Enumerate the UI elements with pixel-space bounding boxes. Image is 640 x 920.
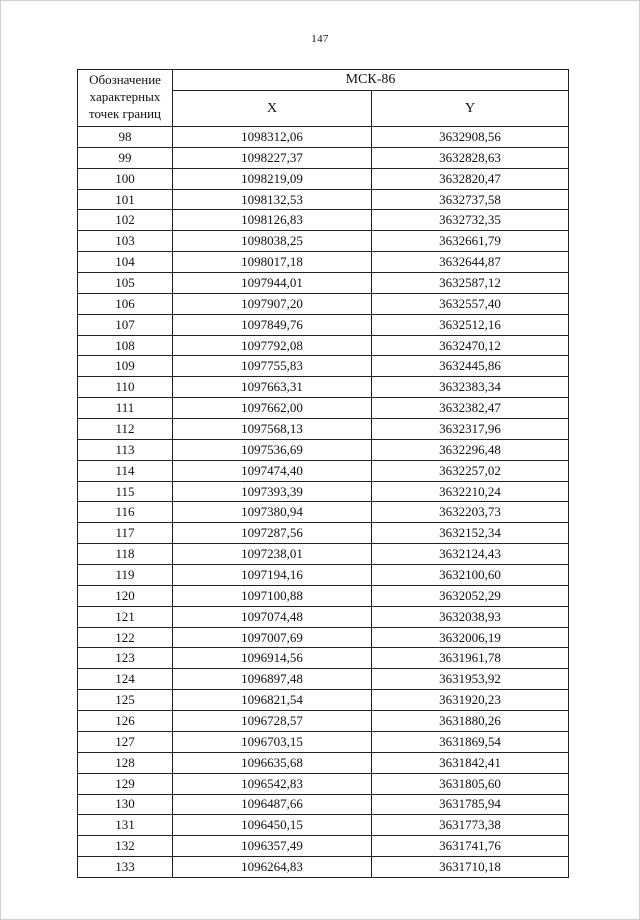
y-coordinate-cell: 3632203,73 bbox=[372, 502, 569, 523]
table-row bbox=[78, 606, 569, 627]
table-row bbox=[78, 377, 569, 398]
x-coordinate-cell: 1098126,83 bbox=[173, 210, 372, 231]
table-header bbox=[78, 70, 569, 127]
y-coordinate-cell: 3632587,12 bbox=[372, 273, 569, 294]
table-row bbox=[78, 711, 569, 732]
y-coordinate-cell: 3632828,63 bbox=[372, 147, 569, 168]
x-coordinate-cell: 1097474,40 bbox=[173, 460, 372, 481]
x-coordinate-cell: 1097944,01 bbox=[173, 273, 372, 294]
x-coordinate-cell: 1096487,66 bbox=[173, 794, 372, 815]
table-row bbox=[78, 857, 569, 878]
x-coordinate-cell: 1098132,53 bbox=[173, 189, 372, 210]
point-id-cell: 110 bbox=[78, 377, 173, 398]
x-coordinate-cell: 1097663,31 bbox=[173, 377, 372, 398]
x-coordinate-cell: 1097536,69 bbox=[173, 439, 372, 460]
point-id-cell: 102 bbox=[78, 210, 173, 231]
table-row bbox=[78, 690, 569, 711]
point-id-cell: 100 bbox=[78, 168, 173, 189]
y-coordinate-cell: 3632445,86 bbox=[372, 356, 569, 377]
point-id-cell: 116 bbox=[78, 502, 173, 523]
point-id-cell: 98 bbox=[78, 127, 173, 148]
x-coordinate-cell: 1096821,54 bbox=[173, 690, 372, 711]
x-coordinate-cell: 1096450,15 bbox=[173, 815, 372, 836]
table-row bbox=[78, 627, 569, 648]
x-coordinate-cell: 1097100,88 bbox=[173, 585, 372, 606]
x-column-header: X bbox=[173, 91, 372, 127]
x-coordinate-cell: 1096542,83 bbox=[173, 773, 372, 794]
x-coordinate-cell: 1098038,25 bbox=[173, 231, 372, 252]
point-id-cell: 131 bbox=[78, 815, 173, 836]
y-coordinate-cell: 3632737,58 bbox=[372, 189, 569, 210]
point-id-cell: 123 bbox=[78, 648, 173, 669]
x-coordinate-cell: 1096357,49 bbox=[173, 836, 372, 857]
point-id-cell: 119 bbox=[78, 565, 173, 586]
table-row bbox=[78, 398, 569, 419]
x-coordinate-cell: 1096914,56 bbox=[173, 648, 372, 669]
point-id-cell: 125 bbox=[78, 690, 173, 711]
y-coordinate-cell: 3632820,47 bbox=[372, 168, 569, 189]
y-coordinate-cell: 3631785,94 bbox=[372, 794, 569, 815]
table-row bbox=[78, 335, 569, 356]
table-row bbox=[78, 210, 569, 231]
point-id-cell: 114 bbox=[78, 460, 173, 481]
y-coordinate-cell: 3632661,79 bbox=[372, 231, 569, 252]
y-coordinate-cell: 3632210,24 bbox=[372, 481, 569, 502]
x-coordinate-cell: 1098219,09 bbox=[173, 168, 372, 189]
table-row bbox=[78, 565, 569, 586]
y-coordinate-cell: 3631842,41 bbox=[372, 752, 569, 773]
y-coordinate-cell: 3631920,23 bbox=[372, 690, 569, 711]
point-id-cell: 117 bbox=[78, 523, 173, 544]
point-id-cell: 108 bbox=[78, 335, 173, 356]
point-id-cell: 109 bbox=[78, 356, 173, 377]
point-id-cell: 111 bbox=[78, 398, 173, 419]
table-row bbox=[78, 168, 569, 189]
point-id-cell: 128 bbox=[78, 752, 173, 773]
point-id-cell: 122 bbox=[78, 627, 173, 648]
point-id-cell: 129 bbox=[78, 773, 173, 794]
y-coordinate-cell: 3632006,19 bbox=[372, 627, 569, 648]
point-id-cell: 105 bbox=[78, 273, 173, 294]
table-row bbox=[78, 481, 569, 502]
table-row bbox=[78, 794, 569, 815]
page-number: 147 bbox=[311, 33, 329, 45]
point-id-cell: 103 bbox=[78, 231, 173, 252]
table-row bbox=[78, 836, 569, 857]
point-id-cell: 99 bbox=[78, 147, 173, 168]
y-coordinate-cell: 3632512,16 bbox=[372, 314, 569, 335]
y-coordinate-cell: 3631961,78 bbox=[372, 648, 569, 669]
y-coordinate-cell: 3632644,87 bbox=[372, 252, 569, 273]
x-coordinate-cell: 1097568,13 bbox=[173, 419, 372, 440]
point-id-cell: 113 bbox=[78, 439, 173, 460]
table-row bbox=[78, 356, 569, 377]
point-id-cell: 130 bbox=[78, 794, 173, 815]
point-id-cell: 124 bbox=[78, 669, 173, 690]
y-coordinate-cell: 3631741,76 bbox=[372, 836, 569, 857]
y-coordinate-cell: 3632470,12 bbox=[372, 335, 569, 356]
y-coordinate-cell: 3631805,60 bbox=[372, 773, 569, 794]
table-row bbox=[78, 231, 569, 252]
table-row bbox=[78, 293, 569, 314]
point-id-cell: 121 bbox=[78, 606, 173, 627]
point-id-cell: 112 bbox=[78, 419, 173, 440]
x-coordinate-cell: 1097238,01 bbox=[173, 544, 372, 565]
point-id-cell: 126 bbox=[78, 711, 173, 732]
x-coordinate-cell: 1096703,15 bbox=[173, 731, 372, 752]
point-id-cell: 104 bbox=[78, 252, 173, 273]
table-row bbox=[78, 523, 569, 544]
point-id-cell: 106 bbox=[78, 293, 173, 314]
y-coordinate-cell: 3632557,40 bbox=[372, 293, 569, 314]
table-row bbox=[78, 189, 569, 210]
table-row bbox=[78, 460, 569, 481]
table-row bbox=[78, 439, 569, 460]
table-row bbox=[78, 147, 569, 168]
table-row bbox=[78, 773, 569, 794]
x-coordinate-cell: 1098227,37 bbox=[173, 147, 372, 168]
table-row bbox=[78, 502, 569, 523]
table-row bbox=[78, 669, 569, 690]
y-coordinate-cell: 3631869,54 bbox=[372, 731, 569, 752]
y-coordinate-cell: 3632038,93 bbox=[372, 606, 569, 627]
y-coordinate-cell: 3632052,29 bbox=[372, 585, 569, 606]
x-coordinate-cell: 1096728,57 bbox=[173, 711, 372, 732]
point-id-cell: 115 bbox=[78, 481, 173, 502]
x-coordinate-cell: 1097755,83 bbox=[173, 356, 372, 377]
y-coordinate-cell: 3631773,38 bbox=[372, 815, 569, 836]
y-coordinate-cell: 3632317,96 bbox=[372, 419, 569, 440]
x-coordinate-cell: 1096635,68 bbox=[173, 752, 372, 773]
y-coordinate-cell: 3632257,02 bbox=[372, 460, 569, 481]
table-row bbox=[78, 752, 569, 773]
table-row bbox=[78, 252, 569, 273]
table-row bbox=[78, 815, 569, 836]
table-row bbox=[78, 127, 569, 148]
y-coordinate-cell: 3632732,35 bbox=[372, 210, 569, 231]
table-row bbox=[78, 585, 569, 606]
y-coordinate-cell: 3632100,60 bbox=[372, 565, 569, 586]
x-coordinate-cell: 1096264,83 bbox=[173, 857, 372, 878]
y-coordinate-cell: 3632124,43 bbox=[372, 544, 569, 565]
point-label-header: Обозначение характерных точек границ bbox=[78, 70, 173, 127]
x-coordinate-cell: 1098312,06 bbox=[173, 127, 372, 148]
table-row bbox=[78, 419, 569, 440]
y-coordinate-cell: 3631953,92 bbox=[372, 669, 569, 690]
point-id-cell: 118 bbox=[78, 544, 173, 565]
point-id-cell: 133 bbox=[78, 857, 173, 878]
coordinates-table bbox=[77, 69, 569, 878]
table-row bbox=[78, 314, 569, 335]
x-coordinate-cell: 1097007,69 bbox=[173, 627, 372, 648]
y-coordinate-cell: 3631710,18 bbox=[372, 857, 569, 878]
x-coordinate-cell: 1097393,39 bbox=[173, 481, 372, 502]
y-coordinate-cell: 3632383,34 bbox=[372, 377, 569, 398]
table-row bbox=[78, 273, 569, 294]
x-coordinate-cell: 1097287,56 bbox=[173, 523, 372, 544]
table-row bbox=[78, 731, 569, 752]
y-coordinate-cell: 3632152,34 bbox=[372, 523, 569, 544]
x-coordinate-cell: 1097662,00 bbox=[173, 398, 372, 419]
table-row bbox=[78, 648, 569, 669]
point-id-cell: 101 bbox=[78, 189, 173, 210]
x-coordinate-cell: 1097380,94 bbox=[173, 502, 372, 523]
table-row bbox=[78, 544, 569, 565]
point-id-cell: 120 bbox=[78, 585, 173, 606]
y-coordinate-cell: 3631880,26 bbox=[372, 711, 569, 732]
point-id-cell: 127 bbox=[78, 731, 173, 752]
point-id-cell: 132 bbox=[78, 836, 173, 857]
x-coordinate-cell: 1097792,08 bbox=[173, 335, 372, 356]
y-coordinate-cell: 3632296,48 bbox=[372, 439, 569, 460]
x-coordinate-cell: 1098017,18 bbox=[173, 252, 372, 273]
point-id-cell: 107 bbox=[78, 314, 173, 335]
y-coordinate-cell: 3632382,47 bbox=[372, 398, 569, 419]
y-column-header: Y bbox=[372, 91, 569, 127]
table-body bbox=[78, 127, 569, 878]
x-coordinate-cell: 1097849,76 bbox=[173, 314, 372, 335]
coordinate-system-header: МСК-86 bbox=[173, 70, 569, 91]
x-coordinate-cell: 1096897,48 bbox=[173, 669, 372, 690]
x-coordinate-cell: 1097074,48 bbox=[173, 606, 372, 627]
x-coordinate-cell: 1097194,16 bbox=[173, 565, 372, 586]
x-coordinate-cell: 1097907,20 bbox=[173, 293, 372, 314]
y-coordinate-cell: 3632908,56 bbox=[372, 127, 569, 148]
